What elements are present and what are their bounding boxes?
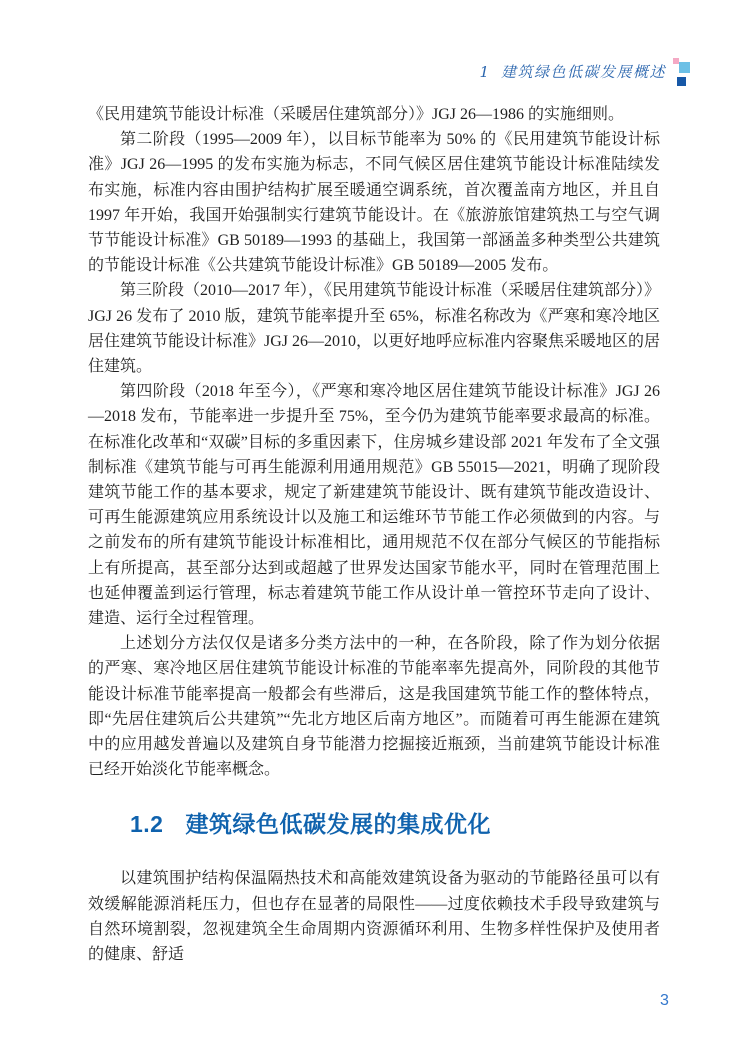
paragraph: 第四阶段（2018 年至今），《严寒和寒冷地区居住建筑节能设计标准》JGJ 26—2018 发布，节能率进一步提升至 75%，至今仍为建筑节能率要求最高的标准。在标准化改革和“双碳”目标的多重因素下，住房城乡建设部 2021 年发布了全文强制标准《建筑节能与可再生能源利用通用规范》GB 55015—2021，明确了现阶段建筑节能工作的基本要求，规定了新建建筑节能设计、既有建筑节能改造设计、可再生能源建筑应用系统设计以及施工和运维环节节能工作必须做到的内容。与之前发布的所有建筑节能设计标准相比，通用规范不仅在部分气候区的节能指标上有所提高，甚至部分达到或超越了世界发达国家节能水平，同时在管理范围上也延伸覆盖到运行管理，标志着建筑节能工作从设计单一管控环节走向了设计、建造、运行全过程管理。 — [88, 383, 660, 628]
section-heading — [88, 809, 660, 839]
paragraph: 第二阶段（1995—2009 年），以目标节能率为 50% 的《民用建筑节能设计标准》JGJ 26—1995 的发布实施为标志，不同气候区居住建筑节能设计标准陆续发布实施，标准内容由围护结构扩展至暖通空调系统，首次覆盖南方地区，并且自 1997 年开始，我国开始强制实行建筑节能设计。在《旅游旅馆建筑热工与空气调节节能设计标准》GB 50189—1993 的基础上，我国第一部涵盖多种类型公共建筑的节能设计标准《公共建筑节能设计标准》GB 50189—2005 发布。 — [88, 131, 660, 275]
chapter-number: 1 — [479, 63, 489, 81]
page-body — [88, 102, 660, 967]
section-title: 建筑绿色低碳发展的集成优化 — [185, 811, 491, 838]
paragraph: 以建筑围护结构保温隔热技术和高能效建筑设备为驱动的节能路径虽可以有效缓解能源消耗压力，但也存在显著的局限性——过度依赖技术手段导致建筑与自然环境割裂，忽视建筑全生命周期内资源循环利用、生物多样性保护及使用者的健康、舒适 — [88, 870, 660, 964]
paragraph: 《民用建筑节能设计标准（采暖居住建筑部分）》JGJ 26—1986 的实施细则。 — [88, 106, 625, 123]
running-header — [479, 58, 691, 88]
chapter-title: 建筑绿色低碳发展概述 — [500, 63, 666, 81]
dark-blue-square-icon — [677, 77, 686, 86]
light-blue-square-icon — [679, 62, 690, 73]
running-header-text — [479, 58, 666, 83]
page-number: 3 — [660, 992, 669, 1009]
chapter-marker-squares-icon — [673, 58, 691, 88]
paragraph: 上述划分方法仅仅是诸多分类方法中的一种，在各阶段，除了作为划分依据的严寒、寒冷地区居住建筑节能设计标准的节能率率先提高外，同阶段的其他节能设计标准节能率提高一般都会有些滞后，这是我国建筑节能工作的整体特点，即“先居住建筑后公共建筑”“先北方地区后南方地区”。而随着可再生能源在建筑中的应用越发普遍以及建筑自身节能潜力挖掘接近瓶颈，当前建筑节能设计标准已经开始淡化节能率概念。 — [88, 635, 660, 779]
paragraph: 第三阶段（2010—2017 年），《民用建筑节能设计标准（采暖居住建筑部分）》JGJ 26 发布了 2010 版，建筑节能率提升至 65%，标准名称改为《严寒和寒冷地区居住建筑节能设计标准》JGJ 26—2010，以更好地呼应标准内容聚焦采暖地区的居住建筑。 — [88, 282, 661, 376]
section-number: 1.2 — [130, 811, 164, 838]
